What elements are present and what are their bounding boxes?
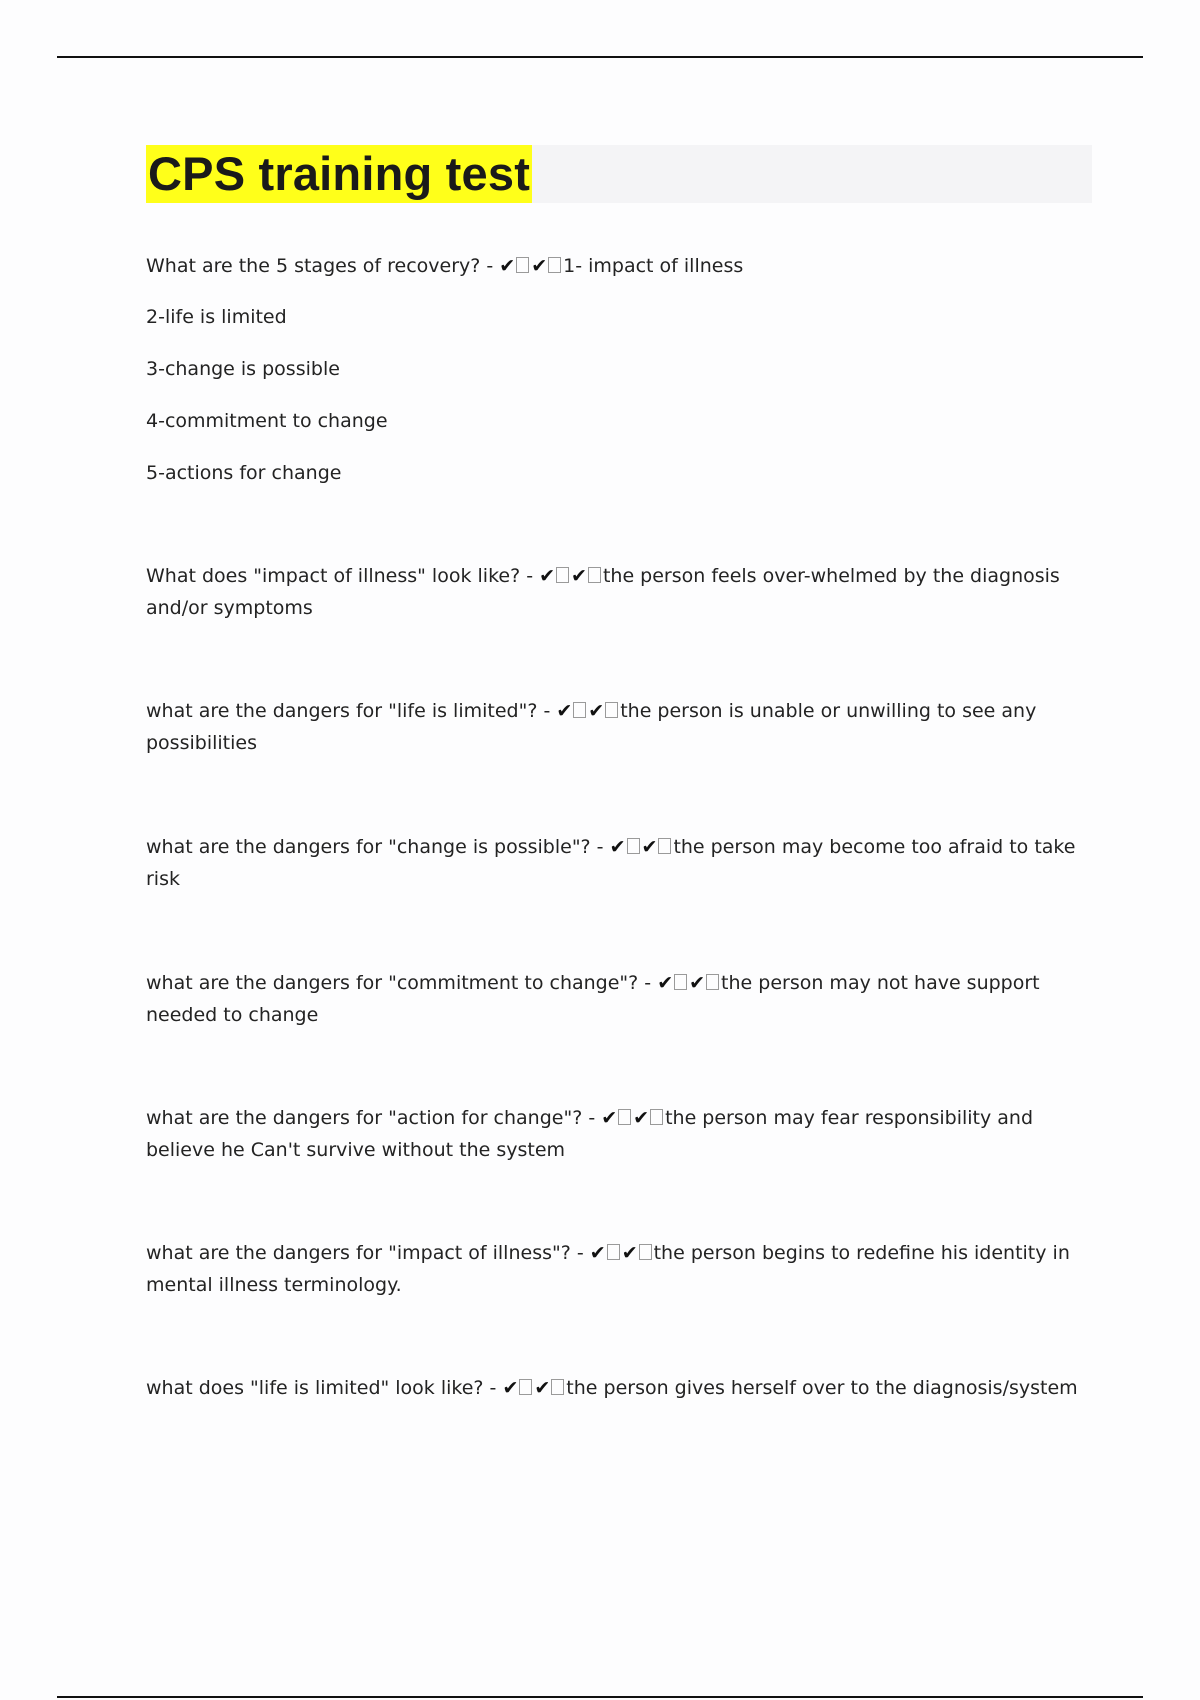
qa-item	[146, 1102, 1092, 1166]
check-icon: ✔	[589, 1242, 606, 1264]
box-icon	[548, 257, 561, 273]
check-icon: ✔	[556, 700, 573, 722]
question-text: what are the dangers for "life is limited"? -	[146, 700, 551, 722]
box-icon	[627, 838, 640, 854]
qa-item	[146, 560, 1092, 624]
check-icon: ✔	[499, 255, 516, 277]
box-icon	[607, 1244, 620, 1260]
question-text: what are the dangers for "commitment to change"? -	[146, 972, 652, 994]
list-item: 2-life is limited	[146, 306, 287, 328]
qa-line	[146, 831, 1092, 895]
box-icon	[573, 702, 586, 718]
check-icon: ✔	[689, 972, 706, 994]
check-icon: ✔	[657, 972, 674, 994]
qa-item	[146, 695, 1092, 759]
bottom-rule	[57, 1696, 1143, 1698]
answer-text: the person may fear responsibility and believe he Can't survive without the system	[146, 1107, 1034, 1161]
document-title: CPS training test	[146, 145, 532, 203]
list-item: 5-actions for change	[146, 462, 342, 484]
box-icon	[605, 702, 618, 718]
box-icon	[658, 838, 671, 854]
box-icon	[639, 1244, 652, 1260]
box-icon	[588, 567, 601, 583]
answer-text: the person feels over-whelmed by the diagnosis and/or symptoms	[146, 565, 1060, 619]
qa-item	[146, 1372, 1092, 1404]
qa-line	[146, 1102, 1092, 1166]
box-icon	[516, 257, 529, 273]
stage-list	[146, 301, 1092, 489]
check-icon: ✔	[633, 1107, 650, 1129]
qa-line	[146, 1237, 1092, 1301]
box-icon	[674, 974, 687, 990]
check-icon: ✔	[571, 565, 587, 587]
qa-line	[146, 1372, 1092, 1404]
question-text: what are the dangers for "action for change"? -	[146, 1107, 596, 1129]
check-icon: ✔	[588, 700, 605, 722]
check-icon: ✔	[502, 1377, 519, 1399]
answer-text: the person may become too afraid to take risk	[146, 836, 1076, 890]
question-text: What are the 5 stages of recovery? -	[146, 255, 494, 277]
qa-line	[146, 250, 1092, 282]
box-icon	[519, 1379, 532, 1395]
top-rule	[57, 56, 1143, 58]
qa-item	[146, 967, 1092, 1031]
answer-text: the person is unable or unwilling to see any possibilities	[146, 700, 1037, 754]
qa-item	[146, 1237, 1092, 1301]
check-icon: ✔	[609, 836, 626, 858]
question-text: what are the dangers for "impact of illness"? -	[146, 1242, 584, 1264]
list-item: 3-change is possible	[146, 358, 340, 380]
box-icon	[551, 1379, 564, 1395]
check-icon: ✔	[621, 1242, 638, 1264]
document-body	[146, 250, 1092, 1404]
question-text: What does "impact of illness" look like? -	[146, 565, 534, 587]
question-text: what does "life is limited" look like? -	[146, 1377, 497, 1399]
answer-text: the person begins to redefine his identity in mental illness terminology.	[146, 1242, 1070, 1296]
check-icon: ✔	[539, 565, 556, 587]
check-icon: ✔	[641, 836, 658, 858]
box-icon	[650, 1109, 663, 1125]
answer-text: the person gives herself over to the diagnosis/system	[566, 1377, 1078, 1399]
qa-line	[146, 695, 1092, 759]
check-icon: ✔	[601, 1107, 618, 1129]
check-icon: ✔	[534, 1377, 551, 1399]
box-icon	[618, 1109, 631, 1125]
qa-line	[146, 560, 1092, 624]
box-icon	[706, 974, 719, 990]
list-item: 4-commitment to change	[146, 410, 388, 432]
question-text: what are the dangers for "change is possible"? -	[146, 836, 604, 858]
qa-line	[146, 967, 1092, 1031]
qa-item	[146, 831, 1092, 895]
answer-text: 1- impact of illness	[563, 255, 744, 277]
check-icon: ✔	[531, 255, 548, 277]
qa-item	[146, 250, 1092, 489]
box-icon	[556, 567, 569, 583]
answer-text: the person may not have support needed to change	[146, 972, 1040, 1026]
